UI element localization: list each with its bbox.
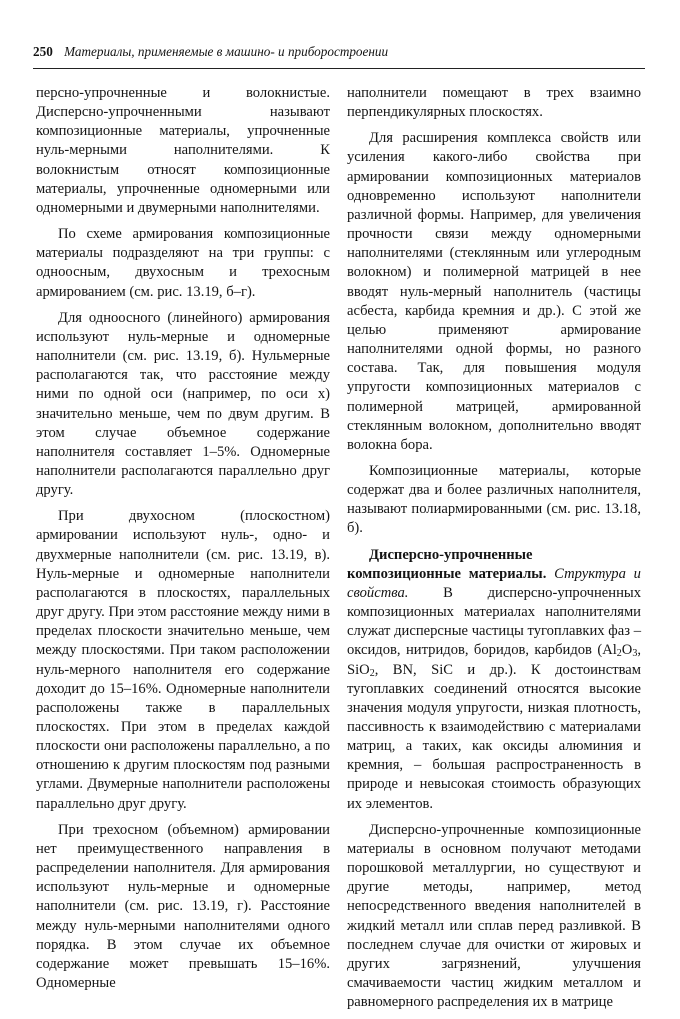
paragraph: По схеме армирования композиционные материалы подразделяют на три группы: с одноосным, двухосным и трехосным армированием (см. рис. 13.19, б–г). [36, 226, 330, 300]
paragraph: При трехосном (объемном) армировании нет преимущественного направления в распределении наполнителя. Для армирования используют нуль-мерные и одномерные наполнители (см. рис. 13.19, г). Расстояние между нуль-мерными наполнителями одного порядка. В этом случае их объемное содержание может превышать 15–16%. Одномерные [36, 821, 330, 992]
section-paragraph [347, 546, 641, 814]
subscript: 2 [369, 667, 375, 679]
running-title: Материалы, применяемые в машино- и приборостроении [64, 44, 389, 59]
subscript: 3 [632, 648, 638, 660]
page-number: 250 [33, 44, 53, 59]
text-run: , BN, SiC и др.). К достоинствам тугоплавких соединений относятся высокие значения модуля упругости, низкая плотность, пассивность к взаимодействию с материалами матриц, а таких, как оксиды алюминия и кремния, – большая распространенность в природе и невысокая стоимость образующих их элементов. [347, 661, 641, 812]
paragraph: Для расширения комплекса свойств или усиления какого-либо свойства при армировании композиционных материалов одновременно используют наполнители различной формы. Например, для увеличения прочности связи между одномерными наполнителями (стеклянным или углеродным волокном) и полимерной матрицей в нее вводят нуль-мерный наполнитель (частицы асбеста, карбида кремния и др.). С этой же целью применяют армирование наполнителями одной формы, но разного состава. Так, для повышения модуля упругости композиционных материалов с полимерной матрицей, армированной стеклянным волокном, дополнительно вводят волокна бора. [347, 130, 641, 453]
paragraph: Композиционные материалы, которые содержат два и более различных наполнителя, называют полиармированными (см. рис. 13.18, б). [347, 462, 641, 537]
subsection-heading: Структура и свойства. [347, 565, 641, 601]
paragraph: Дисперсно-упрочненные композиционные материалы в основном получают методами порошковой металлургии, но существуют и другие методы, например, метод непосредственного введения наполнителей в жидкий металл или сплав перед разливкой. В последнем случае для очистки от жировых и других загрязнений, улучшения смачиваемости частиц жидким металлом и равномерного распределения их в матрице [347, 821, 641, 1011]
subscript: 2 [616, 648, 622, 660]
text-run: O [621, 642, 633, 659]
section-heading: Дисперсно-упрочненные композиционные материалы. [347, 546, 547, 582]
running-header [33, 44, 645, 60]
left-column [36, 84, 330, 1000]
paragraph: При двухосном (плоскостном) армировании используют нуль-, одно- и двухмерные наполнители (см. рис. 13.19, в). Нуль-мерные и одномерные наполнители располагаются в плоскостях, параллельных друг другу. При этом расстояние между ними в пределах плоскости значительно меньше, чем между плоскостями. При таком расположении нуль-мерного наполнителя его содержание доходит до 15–16%. Одномерные наполнители расположены также в параллельных плоскостях. При этом в пределах каждой плоскости они расположены параллельно, а по отношению к другим плоскостям под разными углами. Двумерные наполнители расположены параллельно друг другу. [36, 508, 330, 812]
header-rule [33, 68, 645, 69]
text-run: , SiO [347, 642, 641, 678]
paragraph: Для одноосного (линейного) армирования используют нуль-мерные и одномерные наполнители (см. рис. 13.19, б). Нульмерные располагаются так, что расстояние между ними по одной оси (например, по оси x) значительно меньше, чем по двум другим. В этом случае объемное содержание наполнителя составляет 1–5%. Одномерные наполнители располагаются параллельно друг другу. [36, 309, 330, 499]
paragraph: наполнители помещают в трех взаимно перпендикулярных плоскостях. [347, 85, 641, 121]
paragraph: персно-упрочненные и волокнистые. Дисперсно-упрочненными называют композиционные материалы, упрочненные нуль-мерными наполнителями. К волокнистым относят композиционные материалы, упрочненные одномерными или одномерными и двумерными наполнителями. [36, 85, 330, 216]
text-run: В дисперсно-упрочненных композиционных материалах наполнителями служат дисперсные частицы тугоплавких фаз – оксидов, нитридов, боридов, карбидов (Al [347, 584, 641, 659]
right-column [347, 84, 641, 1019]
